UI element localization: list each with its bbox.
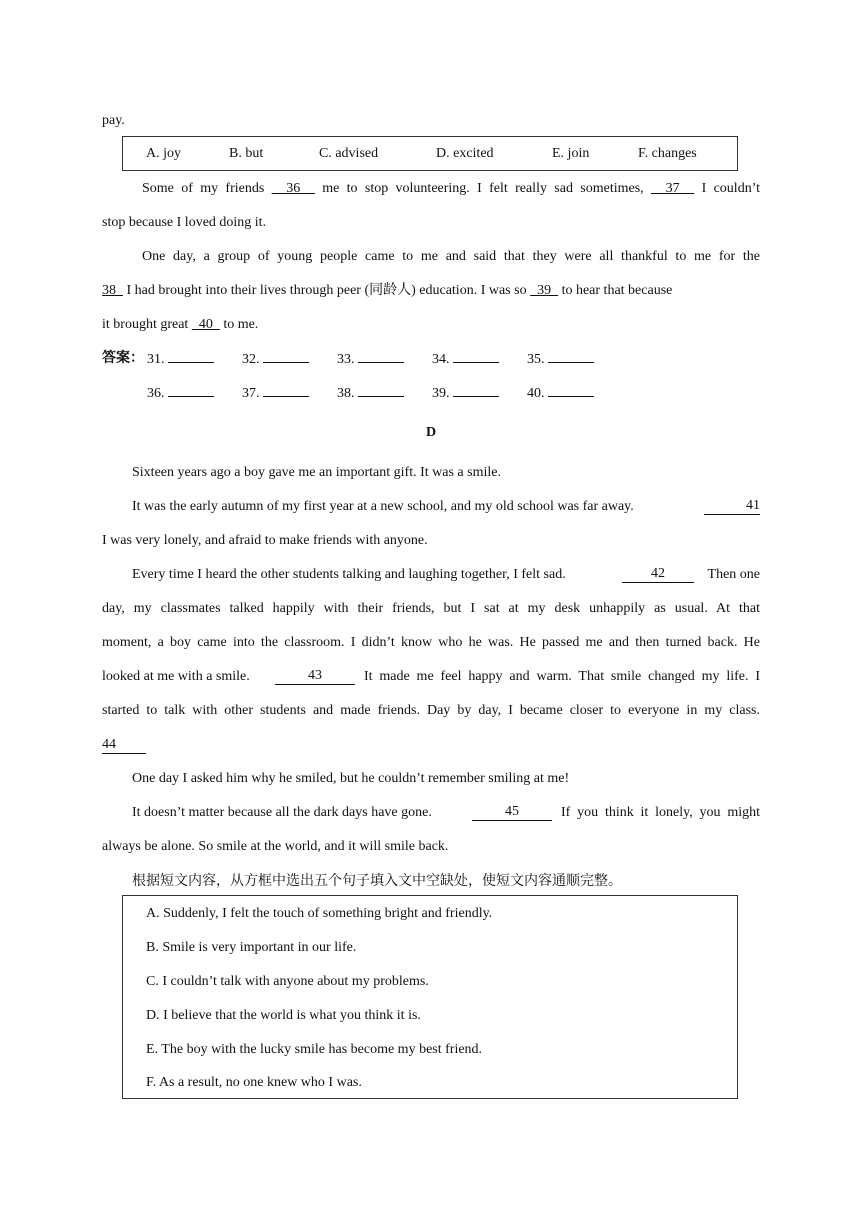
answer-number: 38.	[337, 386, 355, 401]
answer-item-36	[147, 382, 214, 404]
text-run: me to stop volunteering. I felt really sad sometimes,	[314, 181, 651, 196]
sentence-option-f: F. As a result, no one knew who I was.	[146, 1075, 362, 1090]
passage-c-p2-line3	[102, 315, 760, 335]
top-fragment: pay.	[102, 113, 125, 128]
answer-item-40	[527, 382, 594, 404]
answer-blank[interactable]	[263, 348, 309, 363]
answer-label: 答案：	[102, 350, 144, 366]
answer-item-37	[242, 382, 309, 404]
answer-number: 40.	[527, 386, 545, 401]
text-run: I had brought into their lives through peer (同龄人) education. I was so	[123, 283, 531, 298]
blank-45: 45	[472, 803, 552, 821]
answer-blank[interactable]	[548, 348, 594, 363]
answer-number: 33.	[337, 352, 355, 367]
passage-c-p1-line1	[142, 179, 760, 199]
word-option-b: B. but	[229, 146, 264, 161]
blank-38: 38	[102, 283, 123, 298]
answer-blank[interactable]	[358, 348, 404, 363]
answer-blank[interactable]	[548, 382, 594, 397]
blank-40: 40	[191, 317, 220, 332]
section-d-line3: I was very lonely, and afraid to make friends with anyone.	[102, 533, 428, 548]
section-d-line11	[132, 803, 760, 823]
section-d-line8: started to talk with other students and made friends. Day by day, I became closer to everyone in my class.	[102, 703, 760, 718]
section-d-line9	[102, 735, 760, 755]
section-d-line5: day, my classmates talked happily with their friends, but I sat at my desk unhappily as usual. At that	[102, 601, 760, 616]
answer-item-32	[242, 348, 309, 370]
text-run: to hear that because	[558, 283, 673, 298]
blank-41: 41	[704, 497, 760, 515]
answer-item-34	[432, 348, 499, 370]
answer-blank[interactable]	[358, 382, 404, 397]
text-run: Every time I heard the other students talking and laughing together, I felt sad.	[132, 567, 566, 582]
answer-item-33	[337, 348, 404, 370]
answer-number: 39.	[432, 386, 450, 401]
text-run: It made me feel happy and warm. That smile changed my life. I	[364, 669, 760, 684]
section-d-line7	[102, 667, 760, 687]
sentence-option-e: E. The boy with the lucky smile has become my best friend.	[146, 1042, 483, 1057]
blank-37: 37	[650, 181, 695, 196]
section-d-line12: always be alone. So smile at the world, and it will smile back.	[102, 839, 449, 854]
blank-36: 36	[271, 181, 315, 196]
section-d-line2	[132, 497, 760, 517]
answer-number: 32.	[242, 352, 260, 367]
answer-blank[interactable]	[168, 348, 214, 363]
answer-item-31	[147, 348, 214, 370]
text-run: looked at me with a smile.	[102, 669, 250, 684]
sentence-option-c: C. I couldn’t talk with anyone about my problems.	[146, 974, 429, 989]
answer-item-39	[432, 382, 499, 404]
passage-c-p2-line1: One day, a group of young people came to me and said that they were all thankful to me for the	[142, 249, 760, 264]
sentence-option-d: D. I believe that the world is what you think it is.	[146, 1008, 421, 1023]
blank-42: 42	[622, 565, 694, 583]
answer-number: 37.	[242, 386, 260, 401]
section-d-line10: One day I asked him why he smiled, but he couldn’t remember smiling at me!	[132, 771, 570, 786]
section-d-line1: Sixteen years ago a boy gave me an important gift. It was a smile.	[132, 465, 501, 480]
answer-blank[interactable]	[453, 348, 499, 363]
word-option-c: C. advised	[319, 146, 379, 161]
word-option-box	[122, 136, 738, 171]
answer-blank[interactable]	[263, 382, 309, 397]
text-run: Then one	[707, 567, 760, 582]
section-d-line4	[132, 565, 760, 585]
passage-c-p2-line2	[102, 281, 760, 301]
text-run: I couldn’t	[694, 181, 760, 196]
passage-c-p1-line2: stop because I loved doing it.	[102, 215, 267, 230]
answer-number: 34.	[432, 352, 450, 367]
instruction-text: 根据短文内容，从方框中选出五个句子填入文中空缺处，使短文内容通顺完整。	[132, 873, 622, 889]
answer-blank[interactable]	[453, 382, 499, 397]
section-d-heading: D	[425, 425, 437, 440]
answer-number: 31.	[147, 352, 165, 367]
text-run: If you think it lonely, you might	[561, 805, 760, 820]
text-run: to me.	[219, 317, 259, 332]
blank-39: 39	[530, 283, 559, 298]
answer-item-38	[337, 382, 404, 404]
blank-44: 44	[102, 736, 146, 754]
answer-blank[interactable]	[168, 382, 214, 397]
word-option-f: F. changes	[638, 146, 697, 161]
text-run: It was the early autumn of my first year at a new school, and my old school was far away.	[132, 499, 634, 514]
sentence-option-a: A. Suddenly, I felt the touch of something bright and friendly.	[146, 906, 493, 921]
blank-43: 43	[275, 667, 355, 685]
text-run: it brought great	[102, 317, 192, 332]
word-option-e: E. join	[552, 146, 590, 161]
answer-number: 35.	[527, 352, 545, 367]
word-option-a: A. joy	[146, 146, 181, 161]
section-d-line6: moment, a boy came into the classroom. I didn’t know who he was. He passed me and then turned back. He	[102, 635, 760, 650]
answer-number: 36.	[147, 386, 165, 401]
sentence-option-b: B. Smile is very important in our life.	[146, 940, 357, 955]
text-run: Some of my friends	[142, 181, 272, 196]
text-run: It doesn’t matter because all the dark days have gone.	[132, 805, 432, 820]
word-option-d: D. excited	[436, 146, 494, 161]
sentence-option-box	[122, 895, 738, 1099]
answer-item-35	[527, 348, 594, 370]
